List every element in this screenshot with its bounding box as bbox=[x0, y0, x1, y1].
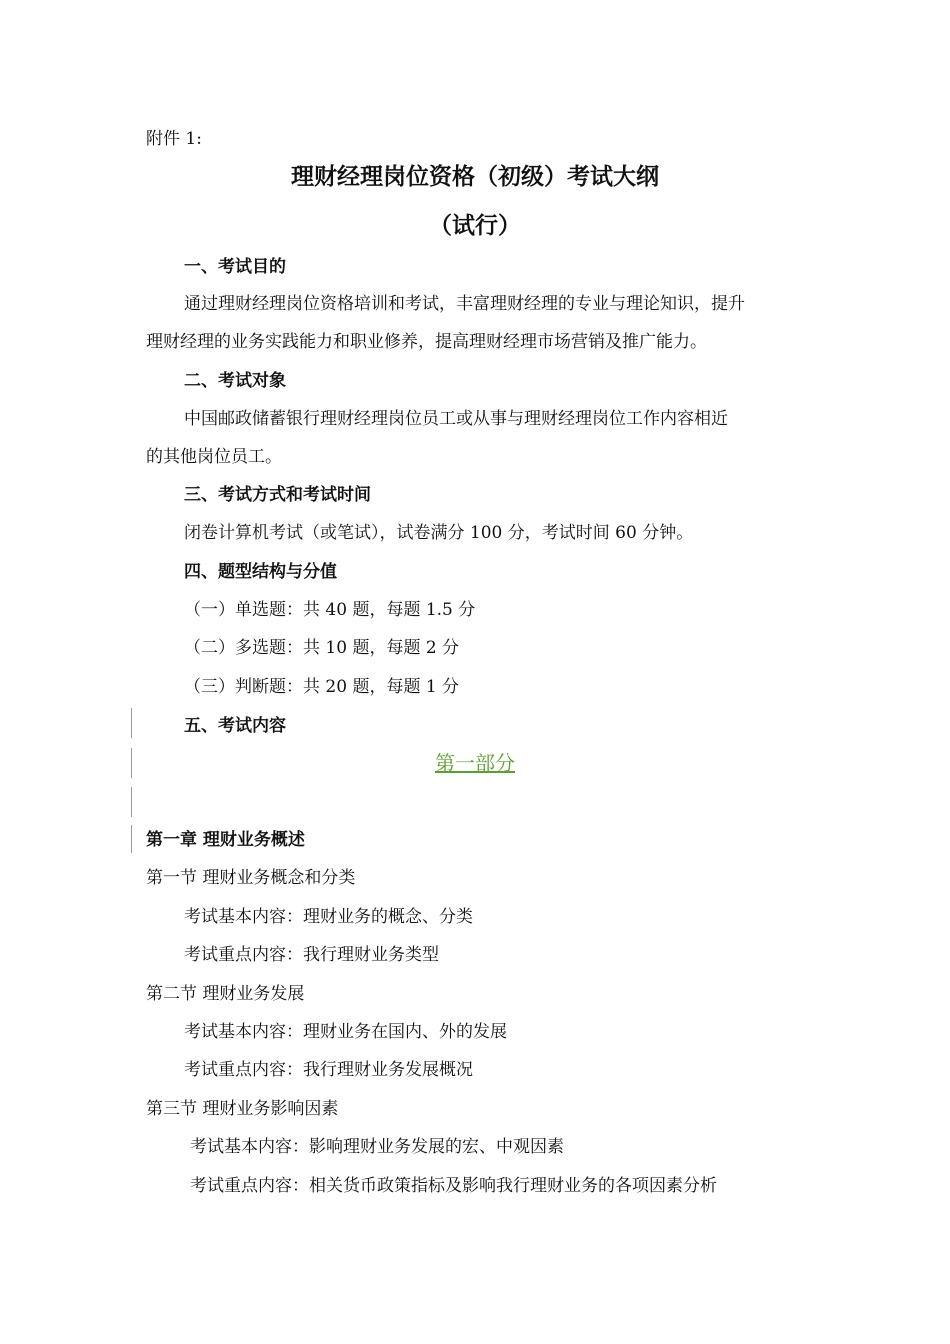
section-heading-2: 二、考试对象 bbox=[184, 371, 286, 391]
question-type-item: （三）判断题：共 20 题，每题 1 分 bbox=[184, 677, 460, 697]
question-type-item: （二）多选题：共 10 题，每题 2 分 bbox=[184, 638, 460, 658]
section-paragraph: 通过理财经理岗位资格培训和考试，丰富理财经理的专业与理论知识，提升 bbox=[184, 294, 745, 314]
section-title: 第一节 理财业务概念和分类 bbox=[146, 868, 356, 888]
exam-key-content: 考试重点内容：我行理财业务发展概况 bbox=[184, 1060, 473, 1080]
section-paragraph: 闭卷计算机考试（或笔试），试卷满分 100 分，考试时间 60 分钟。 bbox=[184, 523, 694, 543]
exam-basic-content: 考试基本内容：影响理财业务发展的宏、中观因素 bbox=[190, 1137, 564, 1157]
section-title: 第二节 理财业务发展 bbox=[146, 984, 305, 1004]
exam-key-content: 考试重点内容：我行理财业务类型 bbox=[184, 945, 439, 965]
exam-basic-content: 考试基本内容：理财业务在国内、外的发展 bbox=[184, 1022, 507, 1042]
part-title-link[interactable]: 第一部分 bbox=[435, 751, 515, 775]
section-paragraph: 理财经理的业务实践能力和职业修养，提高理财经理市场营销及推广能力。 bbox=[146, 332, 707, 352]
section-heading-4: 四、题型结构与分值 bbox=[184, 562, 337, 582]
revision-margin-bar bbox=[131, 787, 132, 817]
document-title: 理财经理岗位资格（初级）考试大纲 bbox=[291, 164, 659, 190]
question-type-item: （一）单选题：共 40 题，每题 1.5 分 bbox=[184, 600, 476, 620]
chapter-heading: 第一章 理财业务概述 bbox=[146, 830, 305, 850]
section-title: 第三节 理财业务影响因素 bbox=[146, 1099, 339, 1119]
revision-margin-bar bbox=[131, 708, 132, 738]
section-heading-5: 五、考试内容 bbox=[184, 716, 286, 736]
exam-key-content: 考试重点内容：相关货币政策指标及影响我行理财业务的各项因素分析 bbox=[190, 1176, 717, 1196]
attachment-label: 附件 1: bbox=[146, 129, 202, 149]
exam-basic-content: 考试基本内容：理财业务的概念、分类 bbox=[184, 907, 473, 927]
section-heading-1: 一、考试目的 bbox=[184, 257, 286, 277]
revision-margin-bar bbox=[131, 825, 132, 853]
section-paragraph: 的其他岗位员工。 bbox=[146, 447, 282, 467]
section-paragraph: 中国邮政储蓄银行理财经理岗位员工或从事与理财经理岗位工作内容相近 bbox=[184, 409, 728, 429]
document-subtitle: （试行） bbox=[429, 213, 521, 239]
section-heading-3: 三、考试方式和考试时间 bbox=[184, 485, 371, 505]
